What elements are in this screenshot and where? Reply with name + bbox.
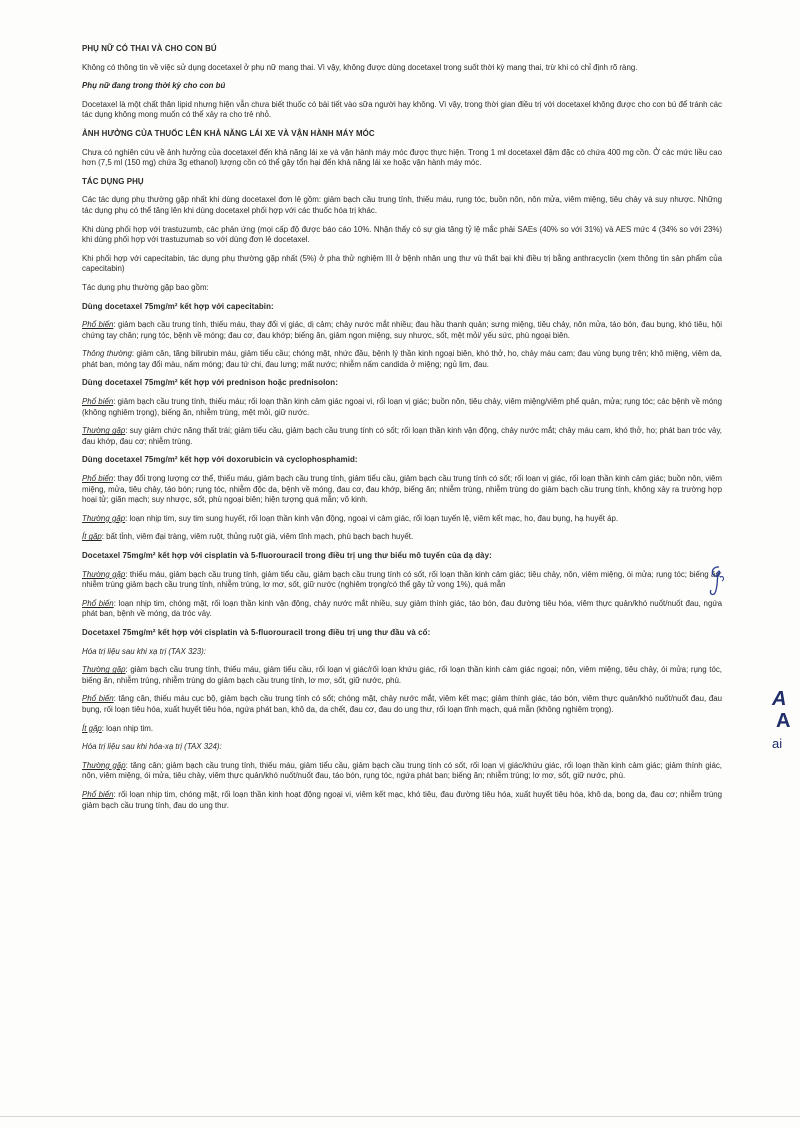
frequency-text: : tăng cân; giảm bạch cầu trung tính, thiếu máu, giảm tiểu cầu, giảm bạch cầu trung tính có sốt, rối loạn vị giác/khứu giác, rối loạn thần kinh cảm giác; giảm thính giác, nôn, viêm miệng, ói mửa, tiêu chảy, viêm thực quản/khó nuốt/nuốt đau, táo bón, rụng tóc, ngứa phát ban; biếng ăn; nhiễm trùng; lơ mơ, sốt, giữ nước, phù. [82,760,722,781]
spacer [82,140,722,148]
paragraph: Chưa có nghiên cứu về ảnh hưởng của docetaxel đến khả năng lái xe và vận hành máy móc được thực hiện. Trong 1 ml docetaxel đậm đặc có chứa 400 mg cồn. Ở các mức liều cao hơn (7,5 ml (150 mg) chứa 3g ethanol) lượng cồn có thể gây tổn hại đến khả năng lái xe hoặc vận hành máy móc. [82,147,722,168]
section-heading: PHỤ NỮ CÓ THAI VÀ CHO CON BÚ [82,44,217,53]
frequency-paragraph [82,694,722,715]
frequency-label: Ít gặp [82,723,102,733]
section-heading: Docetaxel 75mg/m² kết hợp với cisplatin và 5-fluorouracil trong điều trị ung thư đầu và cổ: [82,627,431,637]
spacer [82,312,722,320]
page-bottom-edge [0,1116,800,1117]
spacer [82,524,722,532]
paragraph: Tác dụng phụ thường gặp bao gồm: [82,282,209,292]
spacer [82,543,722,551]
regimen-subtitle: Hóa trị liệu sau khi hóa-xạ trị (TAX 324): [82,742,222,752]
frequency-text: : giảm bạch cầu trung tính, thiếu máu; rối loạn thần kinh cảm giác ngoại vi, rối loạn vị giác; buồn nôn, tiêu chảy, viêm miệng/viêm phế quản, mửa; rụng tóc; các bệnh về móng (không nghiêm trọng), biếng ăn, nhiễm trùng, mệt mỏi, giữ nước. [82,397,722,417]
spacer [82,591,722,599]
frequency-text: : loạn nhịp tim, chóng mặt, rối loạn thần kinh vận động, chảy nước mắt nhiều, suy giảm thính giác, táo bón, đau đường tiêu hóa, viêm thực quản/khó nuốt/nuốt đau, ngứa phát ban, bệnh về móng, da tróc vảy. [82,598,722,619]
paragraph: Khi phối hợp với capecitabin, tác dụng phụ thường gặp nhất (5%) ở pha thử nghiệm III ở bệnh nhân ung thư vú thất bại khi điều trị bằng anthracyclin (xem thông tin sản phẩm của capecitabin) [82,253,722,274]
frequency-paragraph [82,397,722,418]
spacer [82,686,722,694]
frequency-paragraph [82,790,722,811]
spacer [82,620,722,628]
spacer [82,121,722,129]
frequency-paragraph [82,514,722,525]
subsection-heading: Phụ nữ đang trong thời kỳ cho con bú [82,81,226,91]
paragraph: Các tác dụng phụ thường gặp nhất khi dùng docetaxel đơn lẻ gồm: giảm bạch cầu trung tính, thiếu máu, rụng tóc, buồn nôn, nôn mửa, viêm miệng, tiêu chảy và suy nhược. Những tác dụng phụ có thể tăng lên khi dùng docetaxel phối hợp với các thuốc hóa trị khác. [82,195,722,215]
spacer [82,389,722,397]
frequency-label: Ít gặp [82,532,102,542]
frequency-text: : giảm bạch cầu trung tính, thiếu máu, giảm tiểu cầu, rối loạn vị giác/rối loạn khứu giác, rối loạn thần kinh cảm giác ngoại; nôn, viêm miệng, tiêu chảy, ói mửa; rụng tóc, biếng ăn, nhiễm trùng, nhiễm trùng do giảm bạch cầu trung tính, lơ mơ, sốt, giữ nước, phù. [82,665,722,685]
spacer [82,466,722,474]
section-heading: Dùng docetaxel 75mg/m² kết hợp với doxorubicin và cyclophosphamid: [82,455,358,465]
frequency-text: : giảm cân, tăng bilirubin máu, giảm tiểu cầu; chóng mặt, nhức đầu, bệnh lý thần kinh ngoại biên, khó thở, ho, chảy máu cam; đau vùng bụng trên; khô miệng, viêm da, phát ban, móng tay đổi màu, nấm móng; đau tứ chi, đau lưng; mất nước; nhiễm nấm candida ở miệng; ngủ lịm, đau. [82,349,722,369]
document-body [82,44,722,811]
frequency-text: : rối loạn nhịp tim, chóng mặt, rối loạn thần kinh hoạt động ngoại vi, viêm kết mạc, khó tiêu, đau đường tiêu hóa, xuất huyết tiêu hóa, khô da, bong da, đau cơ; nhiễm trùng giảm bạch cầu trung tính, đau do ung thư. [82,789,722,810]
frequency-label: Phổ biến [82,474,114,484]
spacer [82,169,722,177]
frequency-text: : loạn nhịp tim, suy tim sung huyết, rối loạn thần kinh vận động, ngoại vi cảm giác, rối loạn tuyến lệ, viêm kết mạc, ho, đau bụng, hạ huyết áp. [125,513,619,523]
frequency-paragraph [82,349,722,370]
frequency-text: : thiếu máu, giảm bạch cầu trung tính, giảm tiểu cầu, giảm bạch cầu trung tính có sốt, rối loạn thần kinh cảm giác; tiêu chảy, nôn, viêm miệng, ói mửa; rụng tóc; biếng ăn; nhiễm trùng giảm bạch cầu trung tính, nhiễm trùng, lơ mơ, sốt, giữ nước (nghiêm trọng/có thể gây tử vong 1%), quá mẫn [82,569,722,590]
spacer [82,187,722,195]
frequency-label: Phổ biến [82,789,114,799]
frequency-text: : tăng cân, thiếu máu cục bộ, giảm bạch cầu trung tính có sốt; chóng mặt, chảy nước mắt, viêm kết mạc; giảm thính giác, táo bón, viêm thực quản/khó nuốt/nuốt đau, đau bụng, rối loạn tiêu hóa, xuất huyết tiêu hóa, ngứa phát ban, khô da, da chết, đau cơ, đau do ung thư, rối loạn tĩnh mạch, quá mẫn (không nghiêm trọng). [82,694,722,714]
spacer [82,506,722,514]
spacer [82,294,722,302]
spacer [82,418,722,426]
spacer [82,782,722,790]
frequency-label: Thường gặp [82,760,126,770]
frequency-text: : giảm bạch cầu trung tính, thiếu máu, thay đổi vị giác, dị cảm; chảy nước mắt nhiều; đau hầu thanh quản; sưng miệng, tiêu chảy, nôn mửa, táo bón, đau bụng, khó tiêu, hội chứng tay chân; rụng tóc, bệnh về móng; đau cơ, đau khớp; biếng ăn, giảm ngon miệng, suy nhược, sốt, mệt mỏi/ yếu sức, phù ngoại biên. [82,320,723,340]
spacer [82,217,722,225]
frequency-paragraph [82,532,722,543]
spacer [82,55,722,63]
spacer [82,639,722,647]
frequency-label: Thường gặp [82,665,126,675]
paragraph: Không có thông tin về việc sử dụng docetaxel ở phụ nữ mang thai. Vì vậy, không được dùng docetaxel trong suốt thời kỳ mang thai, trừ khi có chỉ định rõ ràng. [82,62,638,72]
stamp-fragment: A A ai [772,688,791,751]
frequency-paragraph [82,320,722,341]
frequency-label: Thông thường [82,349,132,359]
section-heading: Dùng docetaxel 75mg/m² kết hợp với prednison hoặc prednisolon: [82,378,338,388]
regimen-subtitle: Hóa trị liệu sau khi xạ trị (TAX 323): [82,646,206,656]
spacer [82,92,722,100]
spacer [82,562,722,570]
spacer [82,246,722,254]
frequency-paragraph [82,724,722,735]
spacer [82,753,722,761]
spacer [82,734,722,742]
frequency-label: Phổ biến [82,397,114,407]
spacer [82,73,722,81]
section-heading: Dùng docetaxel 75mg/m² kết hợp với capecitabin: [82,301,274,311]
frequency-paragraph [82,665,722,686]
frequency-text: : loạn nhịp tim. [101,723,154,733]
frequency-text: : suy giảm chức năng thất trái; giảm tiểu cầu, giảm bạch cầu trung tính có sốt; rối loạn thần kinh vận động, chảy nước mắt; chảy máu cam, khó thở, ho; phát ban tróc vảy, đau khớp, đau cơ; nhiễm trùng. [82,426,722,446]
spacer [82,341,722,349]
section-heading: TÁC DỤNG PHỤ [82,176,144,186]
frequency-paragraph [82,426,722,447]
frequency-label: Phổ biến [82,694,114,704]
frequency-label: Phổ biến [82,320,114,330]
section-heading: Docetaxel 75mg/m² kết hợp với cisplatin và 5-fluorouracil trong điều trị ung thư biểu mô tuyến của dạ dày: [82,551,492,560]
frequency-text: : bất tỉnh, viêm đại tràng, viêm ruột, thủng ruột già, viêm tĩnh mạch, phù bạch bạch huyết. [101,532,414,542]
frequency-label: Thường gặp [82,426,126,436]
frequency-paragraph [82,599,722,620]
spacer [82,657,722,665]
frequency-label: Thường gặp [82,513,126,523]
section-heading: ẢNH HƯỞNG CỦA THUỐC LÊN KHẢ NĂNG LÁI XE VÀ VẬN HÀNH MÁY MÓC [82,128,375,138]
frequency-paragraph [82,474,722,506]
frequency-paragraph [82,570,722,591]
paragraph: Docetaxel là một chất thân lipid nhưng hiện vẫn chưa biết thuốc có bài tiết vào sữa người hay không. Vì vậy, trong thời gian điều trị với docetaxel không được cho con bú để tránh các tác dụng không mong muốn có thể xảy ra cho trẻ nhỏ. [82,99,722,120]
frequency-paragraph [82,761,722,782]
handwritten-signature [705,563,729,597]
spacer [82,716,722,724]
frequency-label: Thường gặp [82,569,126,579]
paragraph: Khi dùng phối hợp với trastuzumb, các phản ứng (mọi cấp độ được báo cáo 10%. Nhận thấy có sự gia tăng tỷ lệ mắc phải SAEs (40% so với 31%) và AES mức 4 (34% so với 23%) khi dùng phối hợp với trastuzumab so với dùng đơn lẻ docetaxel. [82,224,722,245]
spacer [82,275,722,283]
spacer [82,447,722,455]
frequency-label: Phổ biến [82,598,114,608]
spacer [82,370,722,378]
frequency-text: : thay đổi trọng lượng cơ thể, thiếu máu, giảm bạch cầu trung tính, giảm tiểu cầu, giảm bạch cầu trung tính có sốt; rối loạn vị giác, rối loạn thần kinh cảm giác; buồn nôn, viêm miệng, mửa, tiêu chảy, táo bón; rụng tóc, nhiễm độc da, bệnh về móng, đau cơ, đau khớp, biếng ăn; nhiễm trùng, nhiễm trùng do giảm bạch cầu trung tính, không xảy ra trường hợp hoại tử; giãn mạch; suy nhược, sốt, phù ngoại biên; hiện tượng quá mẫn; vô kinh. [82,474,722,505]
